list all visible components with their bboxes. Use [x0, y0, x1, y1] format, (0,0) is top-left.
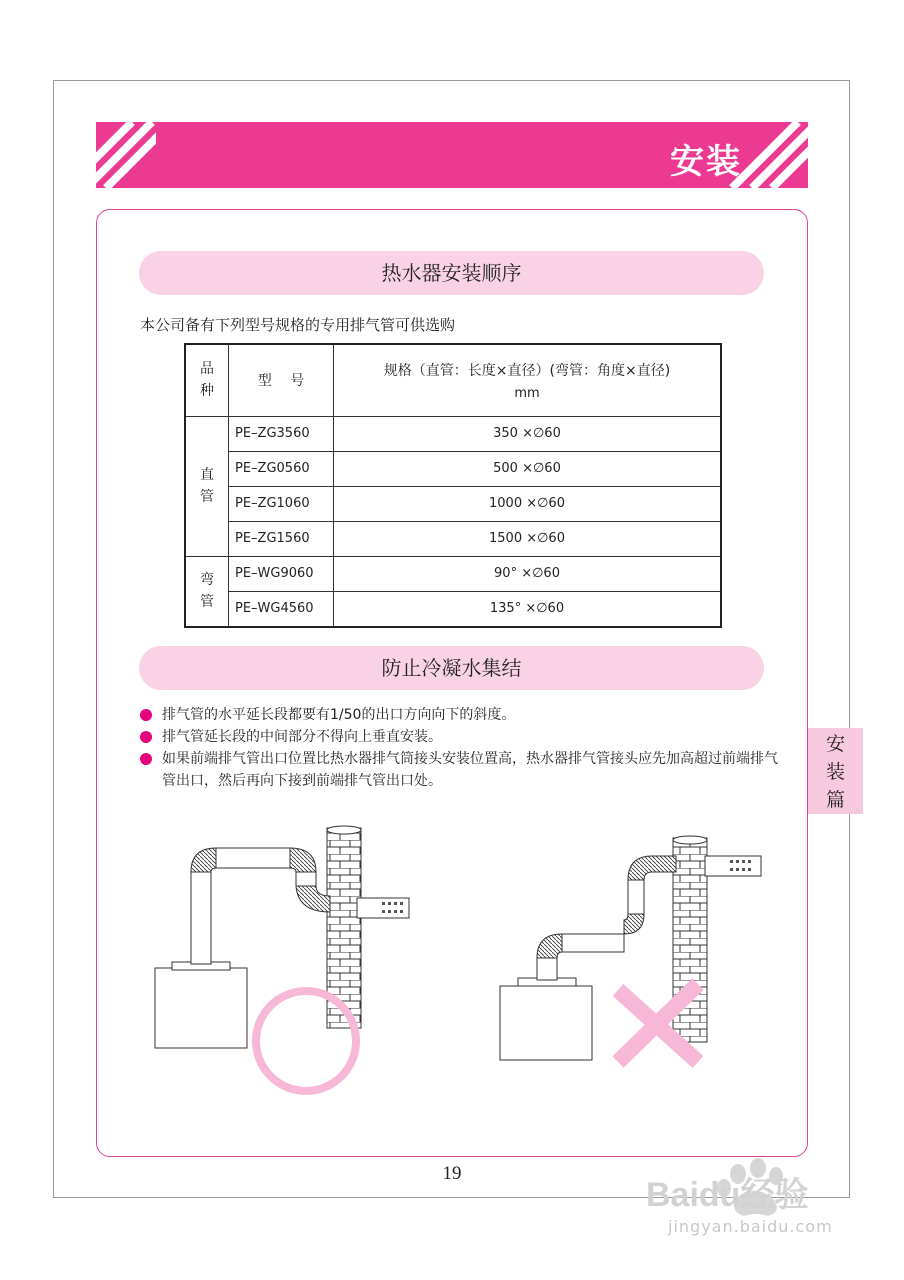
page-title: 安装 — [670, 142, 742, 182]
section-title-install-order: 热水器安装顺序 — [139, 251, 764, 295]
spec-cell: 90° ×∅60 — [334, 556, 722, 591]
section-title-condensation: 防止冷凝水集结 — [139, 646, 764, 690]
group-char: 管 — [200, 489, 214, 505]
side-tab-char: 安 — [825, 733, 845, 755]
model-cell: PE–WG9060 — [229, 556, 334, 591]
spec-cell: 1000 ×∅60 — [334, 486, 722, 521]
group-char: 直 — [200, 467, 214, 483]
bullet-text: 如果前端排气管出口位置比热水器排气筒接头安装位置高，热水器排气管接头应先加高超过前端排气管出口，然后再向下接到前端排气管出口处。 — [162, 751, 778, 789]
spec-cell: 135° ×∅60 — [334, 591, 722, 627]
model-cell: PE–WG4560 — [229, 591, 334, 627]
group-char: 管 — [200, 594, 214, 610]
model-cell: PE–ZG0560 — [229, 451, 334, 486]
page-number: 19 — [442, 1163, 462, 1184]
circle-mark-icon — [256, 991, 356, 1091]
header-model: 型 号 — [229, 344, 334, 416]
header-kind-char: 品 — [200, 361, 214, 378]
correct-installation-diagram — [155, 826, 409, 1091]
group-char: 弯 — [200, 572, 214, 588]
model-cell: PE–ZG1060 — [229, 486, 334, 521]
spec-cell: 1500 ×∅60 — [334, 521, 722, 556]
side-tab-char: 篇 — [825, 789, 845, 811]
model-cell: PE–ZG1560 — [229, 521, 334, 556]
intro-text: 本公司备有下列型号规格的专用排气管可供选购 — [140, 316, 456, 334]
watermark-brand: Baidu经验 — [646, 1176, 809, 1214]
bullet-text: 排气管延长段的中间部分不得向上垂直安装。 — [162, 729, 442, 745]
header-spec-unit: mm — [514, 385, 540, 401]
side-tab-char: 装 — [825, 761, 845, 783]
spec-cell: 350 ×∅60 — [334, 416, 722, 451]
watermark-url: jingyan.baidu.com — [668, 1217, 833, 1236]
spec-cell: 500 ×∅60 — [334, 451, 722, 486]
bullet-text: 排气管的水平延长段都要有1/50的出口方向向下的斜度。 — [162, 707, 516, 723]
model-cell: PE–ZG3560 — [229, 416, 334, 451]
wrong-installation-diagram — [500, 836, 761, 1062]
header-spec-line: 规格（直管：长度×直径）(弯管：角度×直径) — [383, 362, 671, 379]
header-kind-char: 种 — [200, 383, 214, 400]
